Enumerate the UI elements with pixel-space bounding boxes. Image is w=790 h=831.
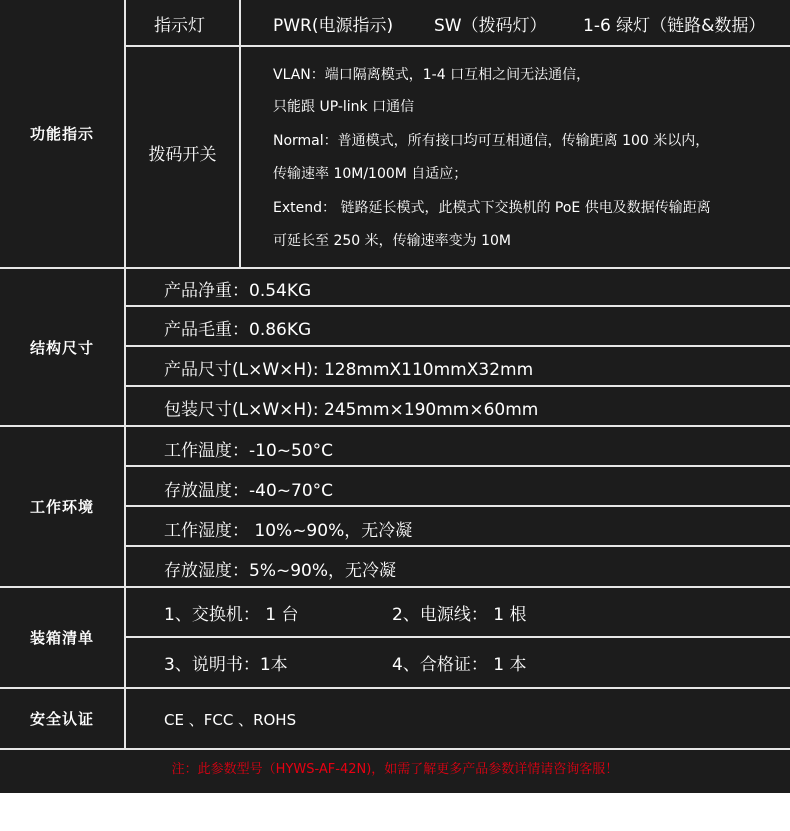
dip-description-line: 可延长至 250 米，传输速率变为 10M [273,233,511,249]
structure-product-size: 产品尺寸(L×W×H): 128mmX110mmX32mm [164,360,534,380]
category-certification: 安全认证 [29,710,94,728]
packing-item-power-cable: 2、电源线： 1 根 [392,605,527,625]
dip-description-line: Normal：普通模式，所有接口均可互相通信，传输距离 100 米以内， [273,133,710,149]
category-structure: 结构尺寸 [29,338,94,357]
footer-note: 注：此参数型号（HYWS-AF-42N)，如需了解更多产品参数详情请咨询客服！ [171,762,619,777]
category-packing: 装箱清单 [29,629,94,647]
structure-package-size: 包装尺寸(L×W×H): 245mm×190mm×60mm [164,400,539,420]
divider-row [124,505,790,507]
category-environment: 工作环境 [29,498,94,516]
env-storage-temp: 存放温度：-40~70°C [164,481,334,501]
env-storage-humidity: 存放湿度：5%~90%，无冷凝 [164,561,396,581]
dip-description-line: 只能跟 UP-link 口通信 [273,99,415,115]
packing-item-certificate: 4、合格证： 1 本 [392,655,527,675]
dip-description-line: 传输速率 10M/100M 自适应； [273,166,468,182]
dip-description-line: Extend： 链路延长模式，此模式下交换机的 PoE 供电及数据传输距离 [273,200,711,216]
dip-description-line: VLAN：端口隔离模式，1-4 口互相之间无法通信， [273,67,591,83]
divider-header [124,45,790,47]
env-working-temp: 工作温度：-10~50°C [164,441,334,461]
dip-switch-label: 拨码开关 [148,145,217,165]
indicator-pwr: PWR(电源指示) [273,16,394,36]
divider-row [124,636,790,638]
packing-item-switch: 1、交换机： 1 台 [164,605,299,625]
category-function: 功能指示 [29,125,94,143]
structure-net-weight: 产品净重：0.54KG [164,281,312,301]
indicator-sw: SW（拨码灯） [434,16,547,36]
divider-row [124,305,790,307]
structure-gross-weight: 产品毛重：0.86KG [164,320,312,340]
packing-item-manual: 3、说明书：1本 [164,655,288,675]
divider-bottom [0,748,790,750]
indicator-links: 1-6 绿灯（链路&数据） [583,16,766,36]
divider-row [124,465,790,467]
divider-row [124,385,790,387]
divider-dip-column [239,0,241,267]
env-working-humidity: 工作湿度： 10%~90%，无冷凝 [164,521,413,541]
divider-row [124,545,790,547]
divider-row [124,345,790,347]
indicator-label: 指示灯 [154,16,205,36]
certification-value: CE 、FCC 、ROHS [164,711,297,729]
